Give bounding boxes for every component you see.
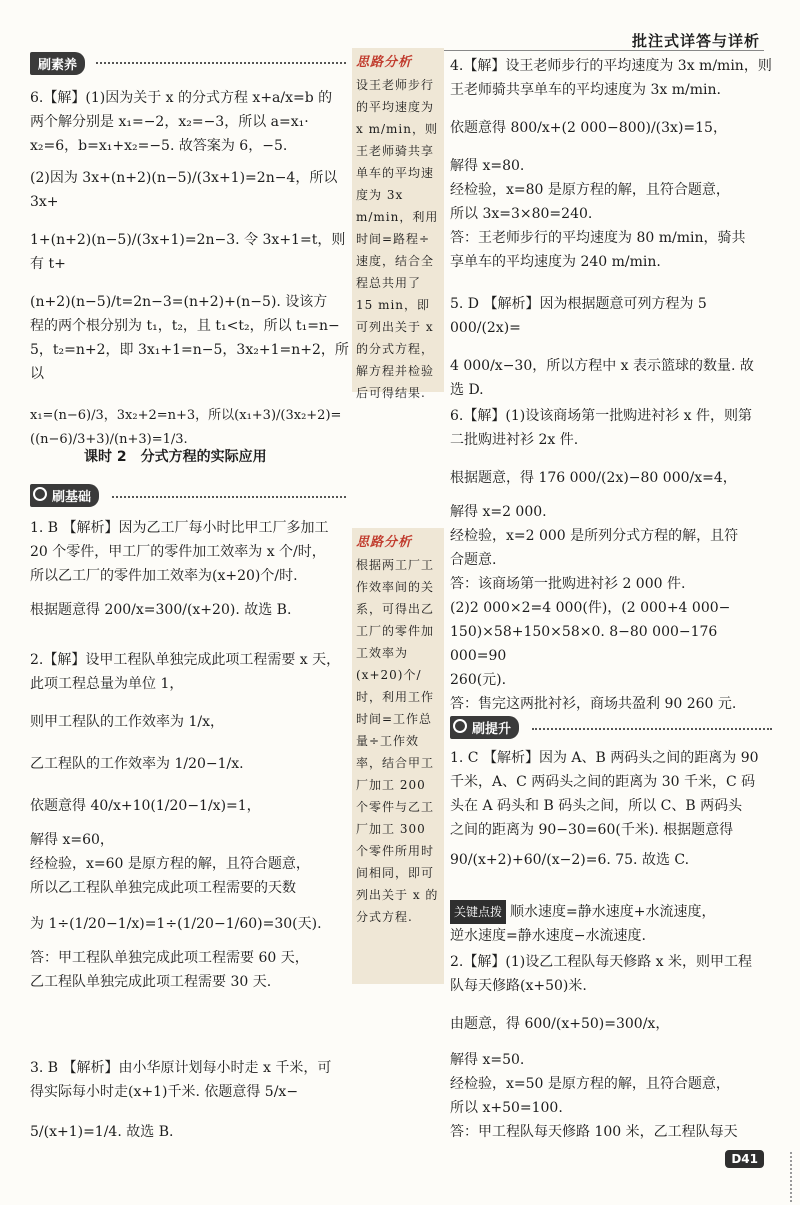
line: 二批购进衬衫 2x 件. bbox=[450, 432, 579, 448]
line: 两个解分别是 x₁=−2，x₂=−3，所以 a=x₁· bbox=[30, 114, 309, 130]
divider bbox=[112, 496, 346, 498]
line: 得实际每小时走(x+1)千米. 依题意得 5/x− bbox=[30, 1084, 299, 1100]
line: 答：售完这两批衬衫，商场共盈利 90 260 元. bbox=[450, 696, 737, 712]
line: 4.【解】设王老师步行的平均速度为 3x m/min，则 bbox=[450, 58, 772, 74]
line: 由题意，得 600/(x+50)=300/x， bbox=[450, 1016, 670, 1032]
line: 经检验，x=80 是原方程的解，且符合题意， bbox=[450, 182, 730, 198]
left-q6 bbox=[30, 86, 352, 452]
left-q1 bbox=[30, 516, 352, 622]
line: 则甲工程队的工作效率为 1/x， bbox=[30, 714, 224, 730]
side-text: 根据两工厂工作效率间的关系，可得出乙工厂的零件加工效率为(x+20)个/时，利用工作时间=工作总量÷工作效率，结合甲工厂加工 200 个零件与乙工厂加工 300 个零件所用时间相同，即可列出关于 x 的分式方程. bbox=[356, 558, 439, 924]
line: 选 D. bbox=[450, 382, 484, 398]
line: 依题意得 40/x+10(1/20−1/x)=1， bbox=[30, 798, 261, 814]
right-q5 bbox=[450, 292, 774, 402]
corner-decoration bbox=[776, 1152, 792, 1202]
line: 答：甲工程队单独完成此项工程需要 60 天， bbox=[30, 950, 309, 966]
right-q4 bbox=[450, 54, 774, 274]
line: 所以乙工厂的零件加工效率为(x+20)个/时. bbox=[30, 568, 298, 584]
line: 程的两个根分别为 t₁，t₂，且 t₁<t₂，所以 t₁=n− bbox=[30, 318, 340, 334]
tag-basic-label bbox=[30, 484, 99, 507]
divider bbox=[96, 62, 346, 64]
line: 王老师骑共享单车的平均速度为 3x m/min. bbox=[450, 82, 721, 98]
tag-advanced-text: 刷提升 bbox=[472, 722, 512, 737]
line: (n+2)(n−5)/t=2n−3=(n+2)+(n−5). 设该方 bbox=[30, 294, 328, 310]
line: 答：王老师步行的平均速度为 80 m/min，骑共 bbox=[450, 230, 746, 246]
line: 头在 A 码头和 B 码头之间，所以 C、B 两码头 bbox=[450, 798, 743, 814]
header-title: 批注式详答与详析 bbox=[631, 32, 760, 50]
line: 2.【解】(1)设乙工程队每天修路 x 米，则甲工程 bbox=[450, 954, 752, 970]
line: 为 1÷(1/20−1/x)=1÷(1/20−1/60)=30(天). bbox=[30, 916, 322, 932]
pencil-icon bbox=[33, 487, 47, 501]
line: 260(元). bbox=[450, 672, 507, 688]
line: 3. B 【解析】由小华原计划每小时走 x 千米，可 bbox=[30, 1060, 332, 1076]
line: 乙工程队的工作效率为 1/20−1/x. bbox=[30, 756, 244, 772]
line: 之间的距离为 90−30=60(千米). 根据题意得 bbox=[450, 822, 734, 838]
line: 90/(x+2)+60/(x−2)=6. 75. 故选 C. bbox=[450, 852, 690, 868]
line: 此项工程总量为单位 1， bbox=[30, 676, 184, 692]
line: (2)2 000×2=4 000(件)，(2 000+4 000− bbox=[450, 600, 731, 616]
line: 千米，A、C 两码头之间的距离为 30 千米，C 码 bbox=[450, 774, 756, 790]
page-number: D41 bbox=[725, 1150, 764, 1168]
key-label: 关键点拨 bbox=[450, 900, 506, 924]
tag-basic-text: 刷基础 bbox=[52, 490, 92, 505]
line: 解得 x=2 000. bbox=[450, 504, 547, 520]
line: 4 000/x−30，所以方程中 x 表示篮球的数量. 故 bbox=[450, 358, 754, 374]
line: 2.【解】设甲工程队单独完成此项工程需要 x 天， bbox=[30, 652, 341, 668]
side-text: 设王老师步行的平均速度为 x m/min，则王老师骑共享单车的平均速度为 3x m/min，利用时间=路程÷速度，结合全程总共用了 15 min，即可列出关于 x 的分式方程，解方程并检验后可得结果. bbox=[356, 78, 439, 400]
line: x₁=(n−6)/3，3x₂+2=n+3，所以(x₁+3)/(3x₂+2)=((n−6)/3+3)/(n+3)=1/3. bbox=[30, 408, 342, 447]
line: 解得 x=60， bbox=[30, 832, 114, 848]
line: 150)×58+150×58×0. 8−80 000−176 000=90 bbox=[450, 624, 718, 664]
left-q3 bbox=[30, 1056, 352, 1144]
line: 经检验，x=60 是原方程的解，且符合题意， bbox=[30, 856, 310, 872]
right-q1b bbox=[450, 746, 774, 872]
key-line bbox=[450, 900, 774, 924]
line: 解得 x=50. bbox=[450, 1052, 525, 1068]
line: 乙工程队单独完成此项工程需要 30 天. bbox=[30, 974, 272, 990]
lesson-title: 课时 2 分式方程的实际应用 bbox=[84, 449, 267, 465]
key-text: 顺水速度=静水速度+水流速度， bbox=[510, 904, 716, 920]
line: 经检验，x=2 000 是所列分式方程的解，且符 bbox=[450, 528, 739, 544]
side-title: 思路分析 bbox=[356, 535, 413, 550]
line: (2)因为 3x+(n+2)(n−5)/(3x+1)=2n−4，所以 3x+ bbox=[30, 170, 338, 210]
line: 6.【解】(1)因为关于 x 的分式方程 x+a/x=b 的 bbox=[30, 90, 333, 106]
left-q2 bbox=[30, 648, 352, 994]
line: 6.【解】(1)设该商场第一批购进衬衫 x 件，则第 bbox=[450, 408, 752, 424]
line: 依题意得 800/x+(2 000−800)/(3x)=15， bbox=[450, 120, 727, 136]
line: 所以 3x=3×80=240. bbox=[450, 206, 593, 222]
line: 20 个零件，甲工厂的零件加工效率为 x 个/时， bbox=[30, 544, 326, 560]
line: x₂=6，b=x₁+x₂=−5. 故答案为 6，−5. bbox=[30, 138, 288, 154]
tag-basic bbox=[30, 484, 99, 507]
line: 根据题意得 200/x=300/(x+20). 故选 B. bbox=[30, 602, 292, 618]
tag-advanced-label bbox=[450, 716, 519, 739]
tag-advanced bbox=[450, 716, 519, 739]
side-note-2 bbox=[352, 528, 444, 984]
key-point bbox=[450, 900, 774, 948]
line: 答：甲工程队每天修路 100 米，乙工程队每天 bbox=[450, 1124, 738, 1140]
line: 5. D 【解析】因为根据题意可列方程为 5 000/(2x)= bbox=[450, 296, 707, 336]
right-q2b bbox=[450, 950, 774, 1144]
line: 答：该商场第一批购进衬衫 2 000 件. bbox=[450, 576, 686, 592]
header-rule bbox=[400, 50, 764, 51]
line: 合题意. bbox=[450, 552, 497, 568]
divider bbox=[532, 728, 772, 730]
line: 5/(x+1)=1/4. 故选 B. bbox=[30, 1124, 174, 1140]
line: 所以乙工程队单独完成此项工程需要的天数 bbox=[30, 880, 296, 896]
line: 5，t₂=n+2，即 3x₁+1=n−5，3x₂+1=n+2，所以 bbox=[30, 342, 349, 382]
line: 队每天修路(x+50)米. bbox=[450, 978, 587, 994]
side-title: 思路分析 bbox=[356, 55, 413, 70]
pencil-icon bbox=[453, 719, 467, 733]
key-line-2: 逆水速度=静水速度−水流速度. bbox=[450, 928, 646, 944]
line: 1. C 【解析】因为 A、B 两码头之间的距离为 90 bbox=[450, 750, 759, 766]
line: 享单车的平均速度为 240 m/min. bbox=[450, 254, 661, 270]
line: 解得 x=80. bbox=[450, 158, 525, 174]
tag-top bbox=[30, 52, 85, 75]
side-note-1 bbox=[352, 48, 444, 400]
line: 根据题意，得 176 000/(2x)−80 000/x=4， bbox=[450, 470, 737, 486]
line: 经检验，x=50 是原方程的解，且符合题意， bbox=[450, 1076, 730, 1092]
right-q6 bbox=[450, 404, 774, 716]
tag-top-label: 刷素养 bbox=[30, 52, 85, 75]
line: 1. B 【解析】因为乙工厂每小时比甲工厂多加工 bbox=[30, 520, 329, 536]
line: 1+(n+2)(n−5)/(3x+1)=2n−3. 令 3x+1=t，则有 t+ bbox=[30, 232, 346, 272]
line: 所以 x+50=100. bbox=[450, 1100, 563, 1116]
